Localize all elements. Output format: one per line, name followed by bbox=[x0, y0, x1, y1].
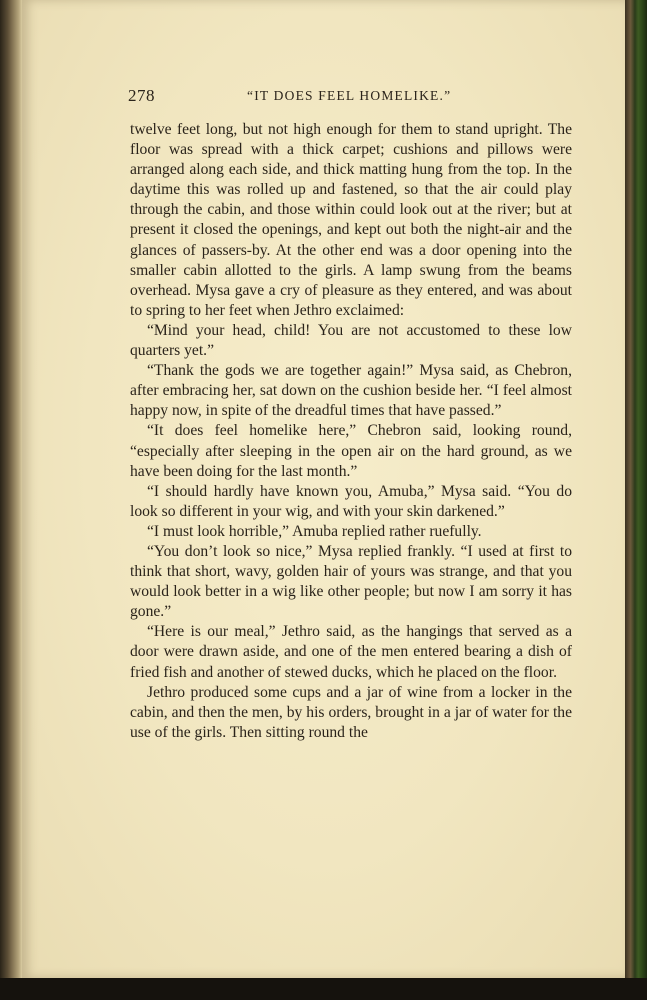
paragraph: “Thank the gods we are together again!” Mysa said, as Chebron, after embracing her, sat down on the cushion beside her. “I feel almost happy now, in spite of the dreadful times that have passed.” bbox=[130, 362, 572, 420]
paragraph: “Mind your head, child! You are not accustomed to these low quarters yet.” bbox=[130, 321, 572, 360]
running-head bbox=[107, 86, 577, 110]
paragraph: twelve feet long, but not high enough for them to stand upright. The floor was spread with a thick carpet; cushions and pillows were arranged along each side, and thick matting hung from the top. In the daytime this was rolled up and fastened, so that the air could play through the cabin, and those within could look out at the river; but at present it closed the openings, and kept out both the night-air and the glances of passers-by. At the other end was a door opening into the smaller cabin allotted to the girls. A lamp swung from the beams overhead. Mysa gave a cry of pleasure as they entered, and was about to spring to her feet when Jethro exclaimed: bbox=[130, 121, 572, 319]
running-title: “IT DOES FEEL HOMELIKE.” bbox=[247, 88, 452, 103]
book-edge bbox=[625, 0, 647, 985]
bottom-shadow bbox=[0, 978, 647, 1000]
paragraph: “You don’t look so nice,” Mysa replied frankly. “I used at first to think that short, wavy, golden hair of yours was strange, and that you would look better in a wig like other people; but now I am sorry it has gone.” bbox=[130, 542, 572, 621]
body-text bbox=[130, 120, 572, 743]
paragraph: “Here is our meal,” Jethro said, as the hangings that served as a door were drawn aside, and one of the men entered bearing a dish of fried fish and another of stewed ducks, which he placed on the floor. bbox=[130, 623, 572, 681]
paragraph: “It does feel homelike here,” Chebron said, looking round, “especially after sleeping in the open air on the hard ground, as we have been doing for the last month.” bbox=[130, 422, 572, 480]
page-number: 278 bbox=[128, 86, 155, 105]
paragraph: Jethro produced some cups and a jar of wine from a locker in the cabin, and then the men, by his orders, brought in a jar of water for the use of the girls. Then sitting round the bbox=[130, 683, 572, 741]
paragraph: “I must look horrible,” Amuba replied rather ruefully. bbox=[147, 522, 482, 540]
book-spine bbox=[0, 0, 22, 1000]
paragraph: “I should hardly have known you, Amuba,” Mysa said. “You do look so different in your wig, and with your skin darkened.” bbox=[130, 482, 572, 520]
